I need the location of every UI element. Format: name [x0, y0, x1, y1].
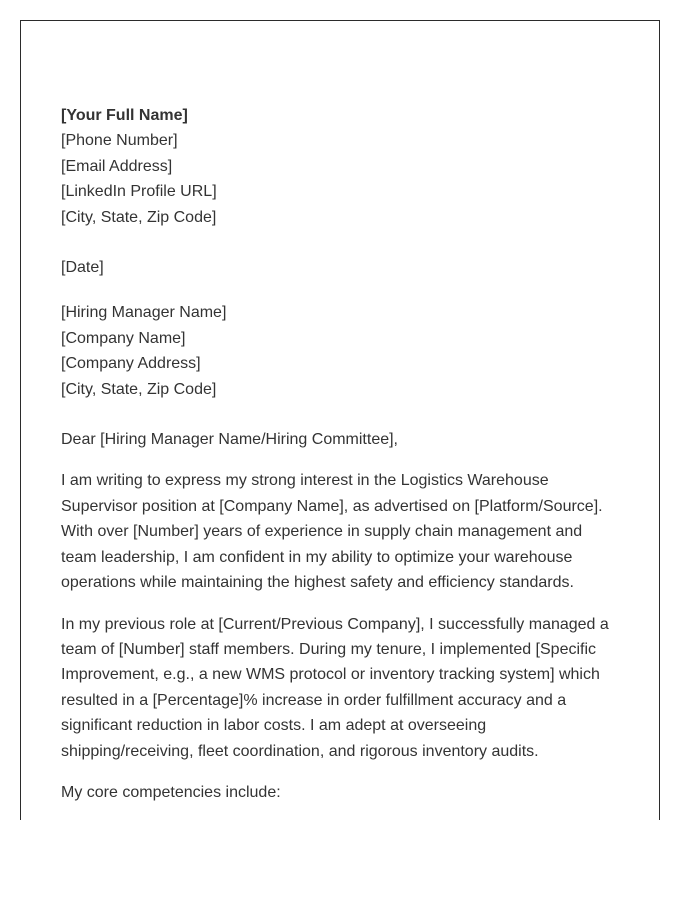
recipient-company: [Company Name]: [61, 329, 186, 347]
sender-name: [Your Full Name]: [61, 107, 188, 124]
body-paragraph-2: In my previous role at [Current/Previous Company], I successfully managed a team of [Number] staff members. During my tenure, I implemented [Specific Improvement, e.g., a new WMS protocol or inventory tracking system] which resulted in a [Percentage]% increase in order fulfillment accuracy and a significant reduction in labor costs. I am adept at overseeing shipping/receiving, fleet coordination, and rigorous inventory audits.: [61, 615, 609, 760]
sender-linkedin: [LinkedIn Profile URL]: [61, 183, 217, 201]
recipient-manager: [Hiring Manager Name]: [61, 304, 227, 322]
recipient-location: [City, State, Zip Code]: [61, 380, 217, 398]
recipient-address: [Company Address]: [61, 355, 201, 373]
body-paragraph-1: I am writing to express my strong interest in the Logistics Warehouse Supervisor position at [Company Name], as advertised on [Platform/Source]. With over [Number] years of experience in supply chain management and team leadership, I am confident in my ability to optimize your warehouse operations while maintaining the highest safety and efficiency standards.: [61, 472, 603, 592]
letter-content: [61, 103, 621, 805]
sender-email: [Email Address]: [61, 157, 173, 175]
salutation-block: [61, 427, 621, 452]
date-block: [61, 255, 621, 280]
letter-page: [20, 20, 660, 820]
sender-location: [City, State, Zip Code]: [61, 208, 217, 226]
sender-phone: [Phone Number]: [61, 132, 178, 150]
letter-date: [Date]: [61, 259, 104, 277]
body-paragraph-3: My core competencies include:: [61, 783, 281, 801]
salutation: Dear [Hiring Manager Name/Hiring Committee],: [61, 431, 398, 449]
recipient-block: [61, 300, 621, 402]
sender-block: [61, 103, 621, 230]
